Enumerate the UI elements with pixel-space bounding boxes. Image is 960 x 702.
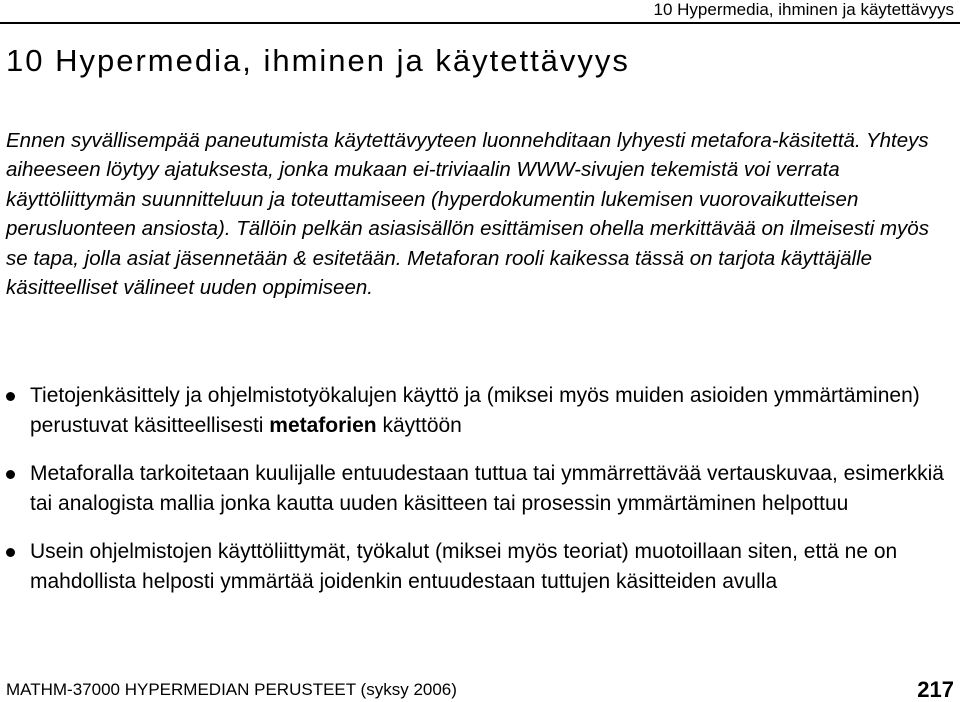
running-header: 10 Hypermedia, ihminen ja käytettävyys [653,0,954,19]
bullet-icon [6,470,15,479]
page-number: 217 [917,677,954,702]
bullet-text: Usein ohjelmistojen käyttöliittymät, työkalut (miksei myös teoriat) muotoillaan siten, että ne on mahdollista helposti ymmärtää joidenkin entuudestaan tuttujen käsitteiden avulla [30,540,898,593]
bullet-bold-term: metaforien [269,413,377,437]
bullet-list [0,381,960,615]
footer-course-name: MATHM-37000 HYPERMEDIAN PERUSTEET (syksy 2006) [6,680,457,699]
header-divider [0,22,960,24]
bullet-item [0,381,950,440]
page-title: 10 Hypermedia, ihminen ja käytettävyys [6,43,630,78]
bullet-icon [6,548,15,557]
bullet-text-after: käyttöön [376,413,462,437]
bullet-text: Metaforalla tarkoitetaan kuulijalle entuudestaan tuttua tai ymmärrettävää vertauskuvaa, esimerkkiä tai analogista mallia jonka kautta uuden käsitteen tai prosessin ymmärtäminen helpottuu [30,462,944,515]
bullet-icon [6,392,15,401]
bullet-item [0,537,950,596]
bullet-text-before: Tietojenkäsittely ja ohjelmistotyökalujen käyttö ja (miksei myös muiden asioiden ymmärtäminen) perustuvat käsitteellisesti [30,384,920,437]
intro-paragraph: Ennen syvällisempää paneutumista käytettävyyteen luonnehditaan lyhyesti metafora-käsitettä. Yhteys aiheeseen löytyy ajatuksesta, jonka mukaan ei-triviaalin WWW-sivujen tekemistä voi verrata käyttöliittymän suunnitteluun ja toteuttamiseen (hyperdokumentin lukemisen vuorovaikutteisen perusluonteen ansiosta). Tällöin pelkän asiasisällön esittämisen ohella merkittävää on ilmeisesti myös se tapa, jolla asiat jäsennetään & esitetään. Metaforan rooli kaikessa tässä on tarjota käyttäjälle käsitteelliset välineet uuden oppimiseen. [6,129,929,300]
bullet-item [0,459,950,518]
